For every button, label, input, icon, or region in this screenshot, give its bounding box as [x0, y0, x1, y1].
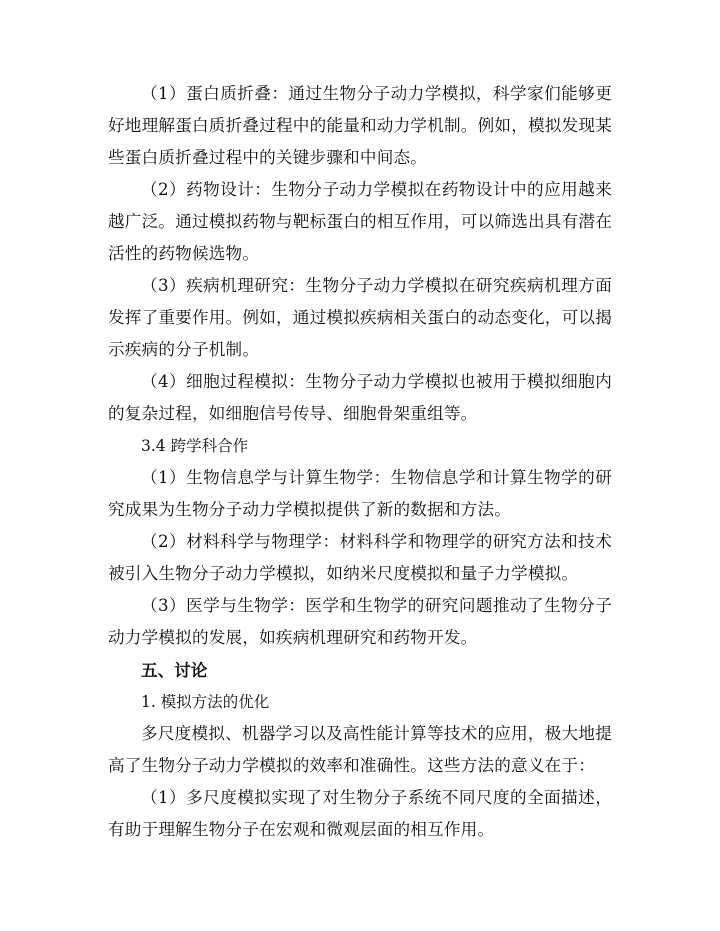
heading-discussion: 五、讨论 — [141, 660, 208, 680]
paragraph-bioinformatics: （1）生物信息学与计算生物学：生物信息学和计算生物学的研究成果为生物分子动力学模拟提供了新的数据和方法。 — [108, 468, 612, 519]
paragraph-medicine-biology: （3）医学与生物学：医学和生物学的研究问题推动了生物分子动力学模拟的发展，如疾病机理研究和药物开发。 — [108, 596, 612, 647]
paragraph-multiscale: （1）多尺度模拟实现了对生物分子系统不同尺度的全面描述，有助于理解生物分子在宏观和微观层面的相互作用。 — [108, 788, 612, 839]
heading-interdisciplinary: 3.4 跨学科合作 — [141, 437, 249, 455]
document-page — [108, 78, 612, 846]
paragraph-drug-design: （2）药物设计：生物分子动力学模拟在药物设计中的应用越来越广泛。通过模拟药物与靶标蛋白的相互作用，可以筛选出具有潜在活性的药物候选物。 — [108, 180, 612, 263]
paragraph-disease-mechanism: （3）疾病机理研究：生物分子动力学模拟在研究疾病机理方面发挥了重要作用。例如，通过模拟疾病相关蛋白的动态变化，可以揭示疾病的分子机制。 — [108, 276, 612, 359]
paragraph-optimization-intro: 多尺度模拟、机器学习以及高性能计算等技术的应用，极大地提高了生物分子动力学模拟的效率和准确性。这些方法的意义在于： — [108, 724, 612, 775]
paragraph-protein-folding: （1）蛋白质折叠：通过生物分子动力学模拟，科学家们能够更好地理解蛋白质折叠过程中的能量和动力学机制。例如，模拟发现某些蛋白质折叠过程中的关键步骤和中间态。 — [108, 84, 612, 167]
heading-method-optimization: 1. 模拟方法的优化 — [141, 693, 270, 711]
paragraph-cell-process: （4）细胞过程模拟：生物分子动力学模拟也被用于模拟细胞内的复杂过程，如细胞信号传导、细胞骨架重组等。 — [108, 372, 612, 423]
paragraph-materials-physics: （2）材料科学与物理学：材料科学和物理学的研究方法和技术被引入生物分子动力学模拟，如纳米尺度模拟和量子力学模拟。 — [108, 532, 612, 583]
